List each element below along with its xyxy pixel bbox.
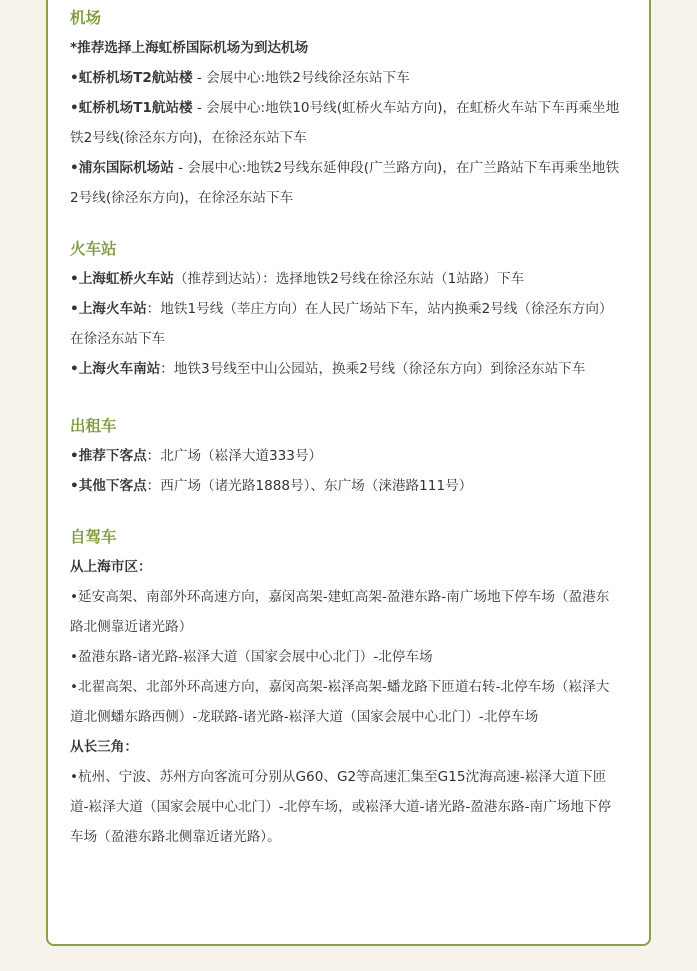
list-item: •虹桥机场T2航站楼 - 会展中心:地铁2号线徐泾东站下车 xyxy=(70,70,410,86)
list-item: •其他下客点：西广场（诸光路1888号）、东广场（涞港路111号） xyxy=(70,478,473,494)
guide-content xyxy=(70,6,622,852)
list-item: •浦东国际机场站 - 会展中心:地铁2号线东延伸段(广兰路方向)，在广兰路站下车再乘坐地铁2号线(徐泾东方向)，在徐泾东站下车 xyxy=(70,160,620,206)
subheading-yangtze-delta: 从长三角： xyxy=(70,739,138,755)
list-item: •推荐下客点：北广场（崧泽大道333号） xyxy=(70,448,323,464)
section-drive xyxy=(70,525,622,852)
list-item: •盈港东路-诸光路-崧泽大道（国家会展中心北门）-北停车场 xyxy=(70,649,433,665)
heading-drive: 自驾车 xyxy=(70,528,117,546)
list-item: •虹桥机场T1航站楼 - 会展中心:地铁10号线(虹桥火车站方向)，在虹桥火车站下车再乘坐地铁2号线(徐泾东方向)，在徐泾东站下车 xyxy=(70,100,620,146)
section-train xyxy=(70,237,622,384)
heading-taxi: 出租车 xyxy=(70,417,117,435)
list-item: •上海虹桥火车站（推荐到达站）：选择地铁2号线在徐泾东站（1站路）下车 xyxy=(70,271,525,287)
list-item: •北翟高架、北部外环高速方向，嘉闵高架-崧泽高架-蟠龙路下匝道右转-北停车场（崧泽大道北侧蟠东路西侧）-龙联路-诸光路-崧泽大道（国家会展中心北门）-北停车场 xyxy=(70,679,610,725)
list-item: •延安高架、南部外环高速方向，嘉闵高架-建虹高架-盈港东路-南广场地下停车场（盈港东路北侧靠近诸光路） xyxy=(70,589,610,635)
list-item: •上海火车站：地铁1号线（莘庄方向）在人民广场站下车，站内换乘2号线（徐泾东方向）在徐泾东站下车 xyxy=(70,301,613,347)
heading-train: 火车站 xyxy=(70,240,117,258)
airport-note: *推荐选择上海虹桥国际机场为到达机场 xyxy=(70,40,309,56)
list-item: •上海火车南站：地铁3号线至中山公园站，换乘2号线（徐泾东方向）到徐泾东站下车 xyxy=(70,361,586,377)
section-airport xyxy=(70,6,622,213)
list-item: •杭州、宁波、苏州方向客流可分别从G60、G2等高速汇集至G15沈海高速-崧泽大道下匝道-崧泽大道（国家会展中心北门）-北停车场，或崧泽大道-诸光路-盈港东路-南广场地下停车场（盈港东路北侧靠近诸光路）。 xyxy=(70,769,612,845)
subheading-city: 从上海市区： xyxy=(70,559,152,575)
section-taxi xyxy=(70,414,622,501)
heading-airport: 机场 xyxy=(70,9,102,27)
